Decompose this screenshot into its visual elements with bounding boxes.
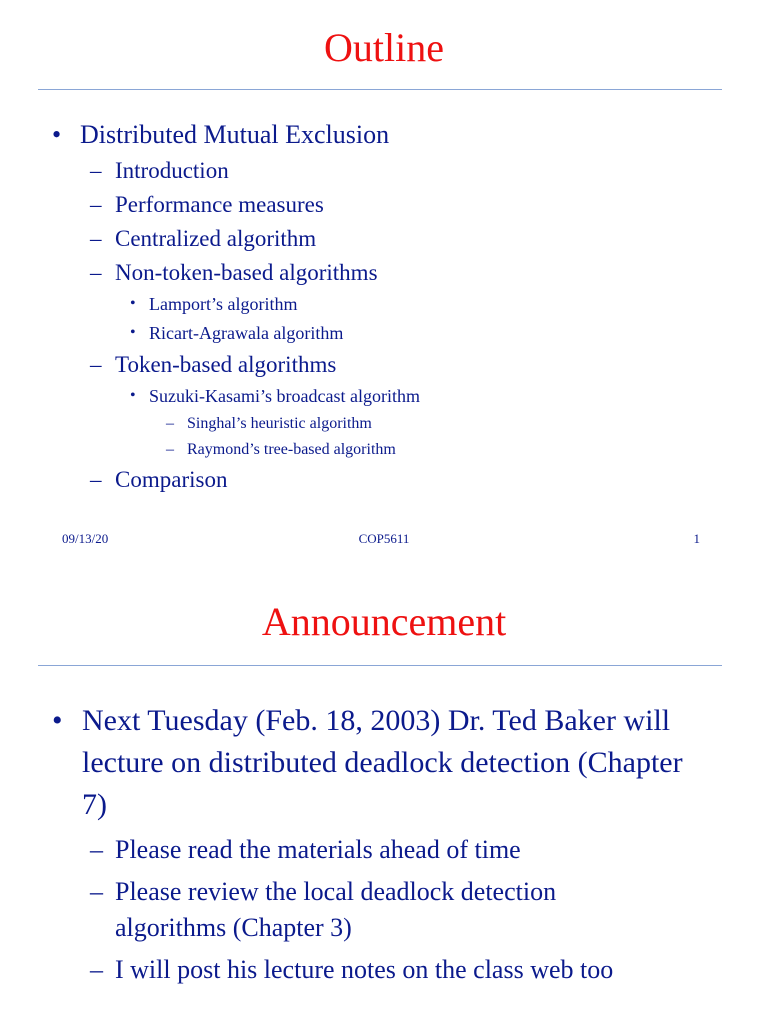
list-item [0, 463, 768, 497]
list-item [0, 118, 768, 154]
list-item [0, 874, 768, 946]
dash-marker: – [166, 441, 174, 458]
list-item-text: Please review the local deadlock detection algorithms (Chapter 3) [115, 877, 557, 942]
list-item-text: Suzuki-Kasami’s broadcast algorithm [149, 386, 420, 406]
list-item-text: Token-based algorithms [115, 352, 337, 377]
list-item [0, 952, 768, 988]
list-item-text: Introduction [115, 158, 229, 183]
list-item-text: Singhal’s heuristic algorithm [187, 415, 372, 432]
bullet-marker: • [52, 120, 62, 149]
list-item [0, 832, 768, 868]
list-item [0, 154, 768, 188]
list-item-text: Distributed Mutual Exclusion [80, 120, 390, 149]
bullet-marker: • [52, 704, 63, 737]
list-item [0, 319, 768, 348]
dash-marker: – [90, 226, 102, 251]
dash-marker: – [90, 192, 102, 217]
list-item-text: Raymond’s tree-based algorithm [187, 441, 396, 458]
list-item [0, 290, 768, 319]
slide-title: Announcement [261, 599, 507, 644]
title-divider [38, 89, 722, 90]
dash-marker: – [90, 955, 103, 984]
list-item-text: Comparison [115, 467, 228, 492]
dash-marker: – [90, 877, 103, 906]
list-item-text: Next Tuesday (Feb. 18, 2003) Dr. Ted Baker will lecture on distributed deadlock detection (Chapter 7) [82, 704, 683, 821]
announcement-list [0, 700, 768, 988]
bullet-marker: • [130, 324, 136, 341]
footer-page-number: 1 [693, 531, 700, 546]
list-item [0, 437, 768, 463]
list-item-text: Centralized algorithm [115, 226, 317, 251]
footer-course: COP5611 [358, 531, 410, 546]
list-item [0, 256, 768, 290]
list-item [0, 382, 768, 411]
list-item-text: Please read the materials ahead of time [115, 835, 521, 864]
list-item-text: I will post his lecture notes on the class web too [115, 955, 614, 984]
list-item-text: Non-token-based algorithms [115, 260, 378, 285]
footer-date: 09/13/20 [62, 531, 109, 546]
bullet-marker: • [130, 295, 136, 312]
dash-marker: – [90, 467, 102, 492]
dash-marker: – [166, 415, 174, 432]
list-item [0, 348, 768, 382]
list-item [0, 222, 768, 256]
list-item [0, 700, 768, 826]
slide-announcement [0, 590, 768, 1024]
dash-marker: – [90, 260, 102, 285]
title-divider [38, 665, 722, 666]
list-item-text: Ricart-Agrawala algorithm [149, 323, 344, 343]
list-item-text: Performance measures [115, 192, 324, 217]
dash-marker: – [90, 158, 102, 183]
list-item [0, 188, 768, 222]
outline-list [0, 118, 768, 497]
dash-marker: – [90, 352, 102, 377]
list-item [0, 411, 768, 437]
slide-title: Outline [324, 25, 444, 70]
dash-marker: – [90, 835, 103, 864]
bullet-marker: • [130, 387, 136, 404]
list-item-text: Lamport’s algorithm [149, 294, 298, 314]
